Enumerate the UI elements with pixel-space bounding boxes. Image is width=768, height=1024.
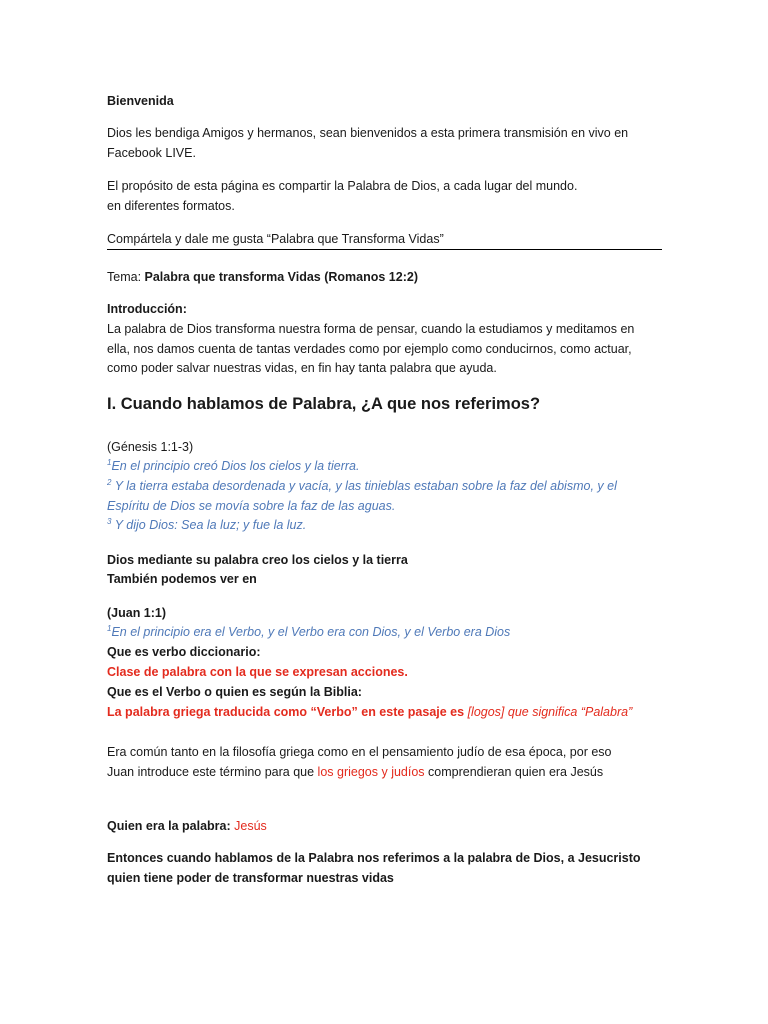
verse-text: En el principio creó Dios los cielos y la tierra. <box>111 459 360 473</box>
answer-part-2: [logos] que significa “Palabra” <box>467 705 633 719</box>
share-text: Compártela y dale me gusta “Palabra que Transforma Vidas” <box>107 232 444 246</box>
verse-text: Y la tierra estaba desordenada y vacía, y las tinieblas estaban sobre la faz del abismo, y el Espíritu de Dios se movía sobre la faz de las aguas. <box>107 479 617 513</box>
welcome-text: Dios les bendiga Amigos y hermanos, sean bienvenidos a esta primera transmisión en vivo en Facebook LIVE. <box>107 126 629 160</box>
answer-verbo-biblia <box>107 703 667 723</box>
answer-part-1: La palabra griega traducida como “Verbo” en este pasaje es <box>107 705 468 719</box>
tema-label: Tema: <box>107 270 145 284</box>
also-line: También podemos ver en <box>107 572 257 586</box>
section-heading: I. Cuando hablamos de Palabra, ¿A que nos referimos? <box>107 395 541 413</box>
genesis-verse-1 <box>107 457 667 477</box>
genesis-verse-2 <box>107 477 627 516</box>
welcome-title: Bienvenida <box>107 94 174 108</box>
juan-ref: (Juan 1:1) <box>107 606 167 620</box>
quien-line <box>107 817 667 837</box>
quien-value: Jesús <box>234 819 267 833</box>
verse-number: 1 <box>107 623 112 633</box>
verse-number: 1 <box>107 457 112 467</box>
era-comun-paragraph <box>107 743 637 782</box>
question-verbo-biblia: Que es el Verbo o quien es según la Biblia: <box>107 685 362 699</box>
tema-line <box>107 268 667 288</box>
quien-label: Quien era la palabra: <box>107 819 235 833</box>
question-verbo-diccionario: Que es verbo diccionario: <box>107 645 261 659</box>
intro-text: La palabra de Dios transforma nuestra forma de pensar, cuando la estudiamos y meditamos en ella, nos damos cuenta de tantas verdades como por ejemplo como conducirnos, como actuar, como poder salvar nuestras vidas, en fin hay tanta palabra que ayuda. <box>107 322 635 375</box>
era-comun-highlight: los griegos y judíos <box>317 764 425 779</box>
verse-text: En el principio era el Verbo, y el Verbo era con Dios, y el Verbo era Dios <box>111 625 511 639</box>
verse-number: 2 <box>107 477 112 487</box>
creation-line: Dios mediante su palabra creo los cielos y la tierra <box>107 553 408 567</box>
era-comun-part-1: Era común tanto en la filosofía griega como en el pensamiento judío de esa época, por eso Juan introduce este término para que <box>107 745 612 779</box>
purpose-line-1: El propósito de esta página es compartir la Palabra de Dios, a cada lugar del mundo. <box>107 179 578 193</box>
verse-number: 3 <box>107 516 112 526</box>
intro-title: Introducción: <box>107 302 187 316</box>
tema-value: Palabra que transforma Vidas (Romanos 12:2) <box>144 270 418 284</box>
divider-line <box>107 249 662 250</box>
genesis-verse-3 <box>107 516 667 536</box>
conclusion-paragraph: Entonces cuando hablamos de la Palabra nos referimos a la palabra de Dios, a Jesucristo quien tiene poder de transformar nuestras vidas <box>107 851 641 885</box>
era-comun-part-2: comprendieran quien era Jesús <box>424 764 604 779</box>
genesis-ref: (Génesis 1:1-3) <box>107 440 194 454</box>
verse-text: Y dijo Dios: Sea la luz; y fue la luz. <box>111 518 307 532</box>
answer-verbo-diccionario: Clase de palabra con la que se expresan acciones. <box>107 665 408 679</box>
juan-verse <box>107 623 667 643</box>
purpose-line-2: en diferentes formatos. <box>107 199 235 213</box>
